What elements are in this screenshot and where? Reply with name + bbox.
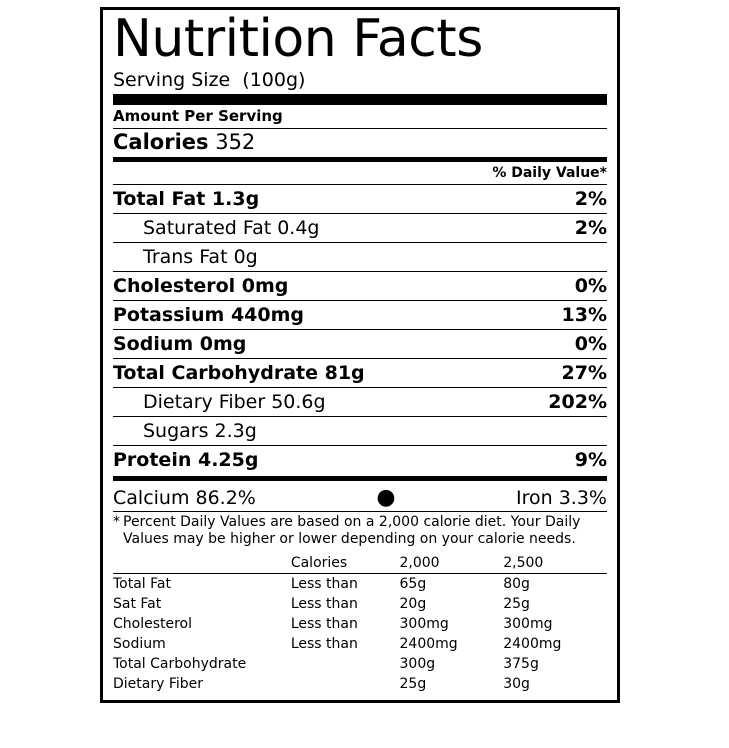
dv-qualifier-cholesterol: Less than <box>290 615 358 632</box>
calories-value: 352 <box>215 129 256 154</box>
serving-size: Serving Size (100g) <box>113 68 306 91</box>
dv-qualifier-total-carbohydrate <box>291 654 400 674</box>
dv-name-total-fat: Total Fat <box>113 575 171 592</box>
calories-label: Calories <box>113 129 209 154</box>
table-header-2000: 2,000 <box>400 553 504 574</box>
nutrient-name-protein: Protein 4.25g <box>113 448 259 471</box>
table-row <box>113 654 607 674</box>
nutrient-row-sodium <box>113 330 607 358</box>
dv-name-cholesterol: Cholesterol <box>113 615 193 632</box>
table-header-calories: Calories <box>291 553 400 574</box>
dv-2500-dietary-fiber: 30g <box>503 675 530 692</box>
dv-2500-cholesterol: 300mg <box>503 615 553 632</box>
table-row <box>113 674 607 694</box>
divider-thick-top <box>113 94 607 105</box>
footnote-star: * <box>113 513 120 530</box>
iron-value: Iron 3.3% <box>516 486 607 509</box>
nutrient-row-total-carbohydrate <box>113 359 607 387</box>
nutrient-row-trans-fat <box>113 243 607 271</box>
dv-2500-total-carbohydrate: 375g <box>503 655 539 672</box>
table-row <box>113 634 607 654</box>
table-row <box>113 573 607 594</box>
nutrient-name-cholesterol: Cholesterol 0mg <box>113 274 289 297</box>
nutrient-pct-total-fat: 2% <box>574 187 607 210</box>
footnote-text: Percent Daily Values are based on a 2,000 calorie diet. Your Daily Values may be higher or lower depending on your calorie needs. <box>123 513 581 548</box>
dv-2000-total-carbohydrate: 300g <box>399 655 436 672</box>
dv-2000-sat-fat: 20g <box>399 595 427 612</box>
nutrient-name-total-carbohydrate: Total Carbohydrate 81g <box>113 361 365 384</box>
dv-name-sat-fat: Sat Fat <box>113 595 162 612</box>
dv-2500-sat-fat: 25g <box>503 595 530 612</box>
dv-2000-cholesterol: 300mg <box>399 615 449 632</box>
calories-row <box>113 130 607 154</box>
divider-thin-footnote <box>113 511 607 512</box>
nutrient-row-potassium <box>113 301 607 329</box>
nutrient-row-total-fat <box>113 185 607 213</box>
nutrition-facts-label <box>100 7 620 703</box>
dv-2500-total-fat: 80g <box>503 575 530 592</box>
daily-value-header: % Daily Value* <box>492 164 607 181</box>
footnote <box>113 514 607 549</box>
dv-2500-sodium: 2400mg <box>503 635 562 652</box>
daily-values-table <box>113 553 607 694</box>
table-header-row <box>113 553 607 574</box>
nutrient-row-protein <box>113 446 607 474</box>
nutrient-name-sodium: Sodium 0mg <box>113 332 247 355</box>
dv-qualifier-sodium: Less than <box>290 635 358 652</box>
table-row <box>113 614 607 634</box>
nutrient-row-dietary-fiber <box>113 388 607 416</box>
nutrient-pct-protein: 9% <box>574 448 607 471</box>
dv-2000-sodium: 2400mg <box>399 635 458 652</box>
vitamin-row <box>113 483 607 511</box>
nutrient-name-saturated-fat: Saturated Fat 0.4g <box>143 216 320 239</box>
divider-thin-amount <box>113 128 607 129</box>
nutrient-name-total-fat: Total Fat 1.3g <box>113 187 260 210</box>
divider-medium-calories <box>113 157 607 162</box>
calcium-value: Calcium 86.2% <box>113 486 256 509</box>
nutrient-pct-potassium: 13% <box>561 303 607 326</box>
divider-medium-vitamins <box>113 476 607 481</box>
nutrient-pct-saturated-fat: 2% <box>574 216 607 239</box>
table-row <box>113 594 607 614</box>
dv-2000-total-fat: 65g <box>399 575 427 592</box>
dv-2000-dietary-fiber: 25g <box>399 675 427 692</box>
nutrient-pct-dietary-fiber: 202% <box>548 390 607 413</box>
nutrient-name-dietary-fiber: Dietary Fiber 50.6g <box>143 390 326 413</box>
amount-per-serving: Amount Per Serving <box>113 106 283 125</box>
bullet-separator-icon: ● <box>376 484 396 510</box>
dv-qualifier-sat-fat: Less than <box>290 595 358 612</box>
dv-qualifier-dietary-fiber <box>291 674 400 694</box>
nutrient-name-potassium: Potassium 440mg <box>113 303 305 326</box>
nutrient-pct-total-carbohydrate: 27% <box>561 361 607 384</box>
nutrient-pct-sodium: 0% <box>574 332 607 355</box>
nutrient-row-sugars <box>113 417 607 445</box>
dv-name-dietary-fiber: Dietary Fiber <box>113 675 204 692</box>
table-header-2500: 2,500 <box>503 553 607 574</box>
nutrient-row-cholesterol <box>113 272 607 300</box>
page-title: Nutrition Facts <box>113 9 483 69</box>
dv-name-total-carbohydrate: Total Carbohydrate <box>113 655 247 672</box>
nutrient-name-sugars: Sugars 2.3g <box>143 419 257 442</box>
nutrient-row-saturated-fat <box>113 214 607 242</box>
nutrient-name-trans-fat: Trans Fat 0g <box>143 245 258 268</box>
nutrient-pct-cholesterol: 0% <box>574 274 607 297</box>
dv-qualifier-total-fat: Less than <box>290 575 358 592</box>
table-header-blank <box>113 553 291 574</box>
dv-name-sodium: Sodium <box>113 635 166 652</box>
